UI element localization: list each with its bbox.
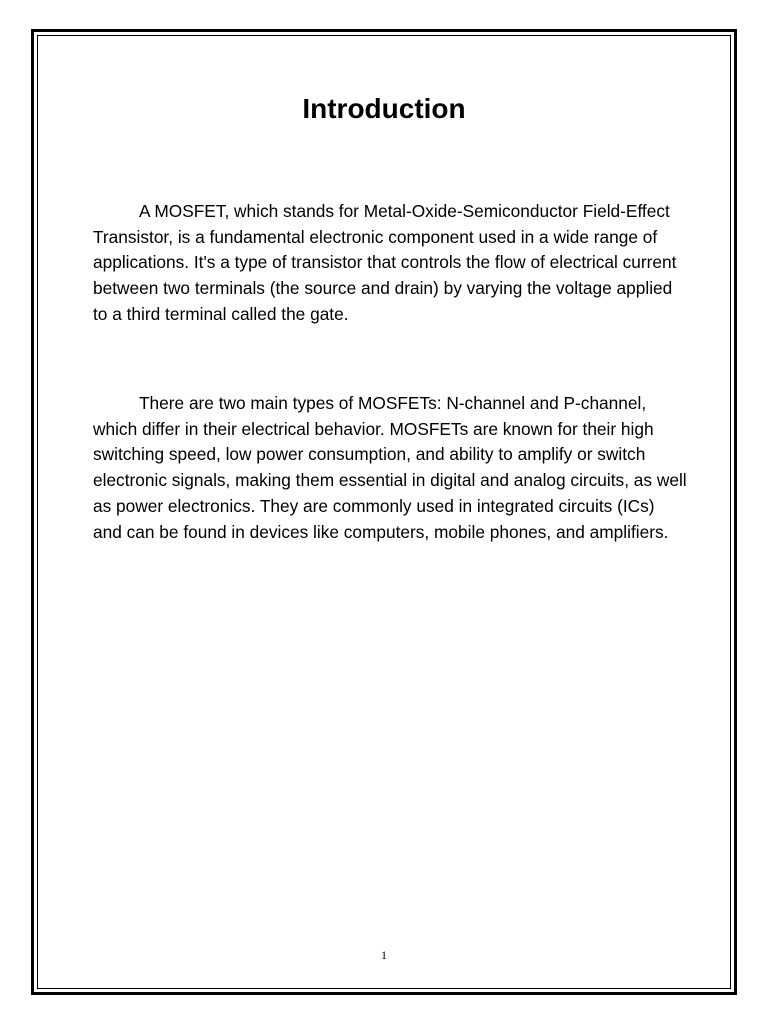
paragraph-types: There are two main types of MOSFETs: N-channel and P-channel, which differ in their electrical behavior. MOSFETs are known for their high switching speed, low power consumption, and ability to amplify or switch electronic signals, making them essential in digital and analog circuits, as well as power electronics. They are commonly used in integrated circuits (ICs) and can be found in devices like computers, mobile phones, and amplifiers. <box>93 393 687 542</box>
paragraph-intro: A MOSFET, which stands for Metal-Oxide-Semiconductor Field-Effect Transistor, is a fundamental electronic component used in a wide range of applications. It's a type of transistor that controls the flow of electrical current between two terminals (the source and drain) by varying the voltage applied to a third terminal called the gate. <box>93 201 677 324</box>
page-number: 1 <box>381 948 387 962</box>
page-title: Introduction <box>302 93 466 124</box>
